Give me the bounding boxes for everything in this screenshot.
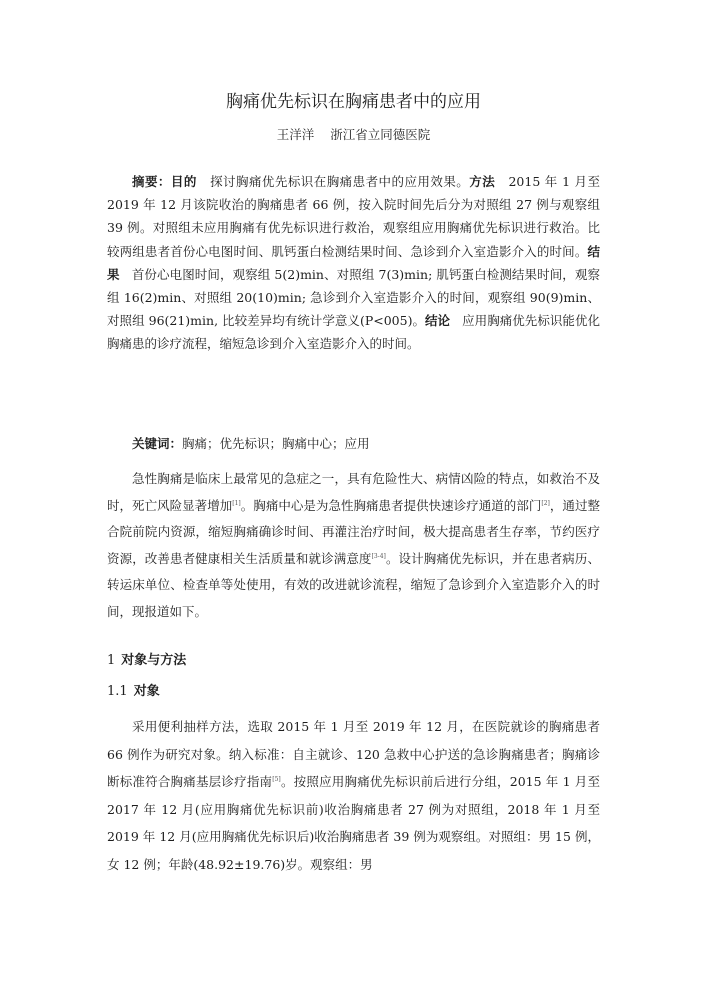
citation-3: [3-4] [371, 552, 386, 560]
citation-1: [1] [232, 499, 241, 507]
methods-text: 2015 年 1 月至 2019 年 12 月该院收治的胸痛患者 66 例，按入院时间先后分为对照组 27 例与观察组 39 例。对照组未应用胸痛有优先标识进行救治，观察组应用胸痛优先标识进行救治。比较两组患者首份心电图时间、肌钙蛋白检测结果时间、急诊到介入室造影介入的时间。 [107, 174, 600, 259]
citation-2: [2] [541, 499, 550, 507]
intro-text-3: ，通过整合院前院内资源，缩短胸痛确诊时间、再灌注治疗时间，极大提高患者生存率，节约医疗资源，改善患者健康相关生活质量和就诊满意度 [107, 497, 600, 566]
section-number: 1 [107, 653, 116, 668]
body-text-1: 采用便利抽样方法，选取 2015 年 1 月至 2019 年 12 月，在医院就诊的胸痛患者 66 例作为研究对象。纳入标准：自主就诊、120 急救中心护送的急诊胸痛患者；胸痛诊断标准符合胸痛基层诊疗指南 [107, 719, 600, 789]
results-text: 首份心电图时间，观察组 5(2)min、对照组 7(3)min; 肌钙蛋白检测结果时间，观察组 16(2)min、对照组 20(10)min; 急诊到介入室造影介入的时间，观察组 90(9)min、对照组 96(21)min, 比较差异均有统计学意义(P<005)。 [107, 266, 600, 329]
body-paragraph [107, 713, 600, 878]
intro-paragraph [107, 466, 600, 626]
objective-text: 探讨胸痛优先标识在胸痛患者中的应用效果。 [210, 174, 470, 189]
author-line [0, 126, 707, 144]
intro-text-4: 。设计胸痛优先标识，并在患者病历、转运床单位、检查单等处使用，有效的改进就诊流程，缩短了急诊到介入室造影介入的时间，现报道如下。 [107, 550, 600, 619]
keywords [107, 434, 600, 454]
author-affiliation: 浙江省立同德医院 [330, 127, 431, 142]
paper-title: 胸痛优先标识在胸痛患者中的应用 [226, 92, 481, 112]
abstract [107, 170, 600, 356]
body-text-2: 。按照应用胸痛优先标识前后进行分组，2015 年 1 月至 2017 年 12 月(应用胸痛优先标识前)收治胸痛患者 27 例为对照组，2018 年 1 月至 2019 年 12 月(应用胸痛优先标识后)收治胸痛患者 39 例为观察组。对照组：男 15 例，女 12 例；年龄(48.92±19.76)岁。观察组：男 [107, 774, 600, 872]
conclusion-label: 结论 [425, 313, 451, 329]
objective-label: 目的 [170, 174, 197, 189]
citation-5: [5] [272, 775, 281, 783]
conclusion-text: 应用胸痛优先标识能优化胸痛患的诊疗流程，缩短急诊到介入室造影介入的时间。 [107, 313, 600, 352]
results-label: 结果 [107, 243, 600, 282]
intro-text-1: 急性胸痛是临床上最常见的急症之一，具有危险性大、病情凶险的特点，如救治不及时，死亡风险显著增加 [107, 471, 600, 513]
subsection-title: 对象 [133, 684, 160, 699]
section-title: 对象与方法 [121, 653, 187, 668]
section-heading-1 [107, 652, 186, 670]
intro-text-2: 。胸痛中心是为急性胸痛患者提供快速诊疗通道的部门 [240, 497, 542, 513]
methods-label: 方法 [469, 174, 496, 189]
author-name: 王洋洋 [276, 127, 315, 142]
keywords-text: 胸痛；优先标识；胸痛中心；应用 [182, 436, 370, 451]
keywords-label: 关键词： [132, 436, 183, 451]
subsection-number: 1.1 [107, 684, 128, 699]
abstract-label: 摘要： [132, 174, 171, 189]
subsection-heading-1-1 [107, 683, 160, 701]
